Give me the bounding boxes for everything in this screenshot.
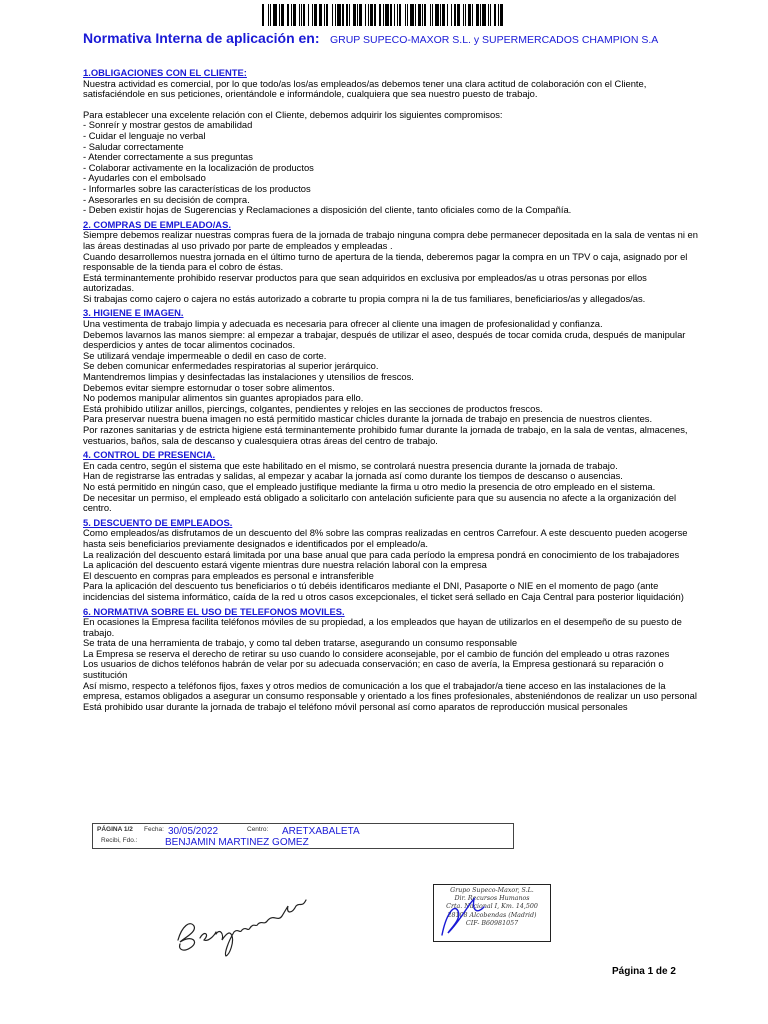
- barcode-bar: [472, 4, 473, 26]
- section-paragraph: Se trata de una herramienta de trabajo, y como tal deben tratarse, asegurando un consumo responsable: [83, 637, 518, 649]
- section-title: 4. CONTROL DE PRESENCIA.: [83, 449, 216, 461]
- company-stamp: [433, 884, 551, 942]
- section-paragraph: Para establecer una excelente relación con el Cliente, debemos adquirir los siguientes compromisos:: [83, 108, 503, 120]
- section-paragraph: - Asesorarles en su decisión de compra.: [83, 193, 250, 205]
- section-paragraph: Debemos lavarnos las manos siempre: al empezar a trabajar, después de utilizar el aseo, después de tocar comida cruda, después de manipular desperdicios y antes de tocar alimentos cocinados.: [83, 328, 686, 351]
- stamp-line: CIF- B60981057: [465, 919, 519, 927]
- barcode-bar: [385, 4, 388, 26]
- barcode-bar: [357, 4, 358, 26]
- section-paragraph: La aplicación del descuento estará vigente mientras dure nuestra relación laboral con la empresa: [83, 559, 487, 571]
- barcode-bar: [279, 4, 280, 26]
- section-paragraph: - Colaborar activamente en la localización de productos: [83, 161, 314, 173]
- receipt-box: [92, 823, 514, 849]
- barcode-bar: [454, 4, 456, 26]
- section-paragraph: Se deben comunicar enfermedades respiratorias al superior jerárquico.: [83, 360, 379, 372]
- barcode-bar: [500, 4, 502, 26]
- barcode-bar: [424, 4, 426, 26]
- barcode-bar: [482, 4, 485, 26]
- section-paragraph: No está permitido en ningún caso, que el empleado justifique mediante la firma u otro medio la presencia de otro empleado en el sistema.: [83, 480, 656, 492]
- barcode-bar: [490, 4, 491, 26]
- handwritten-signature: [170, 882, 315, 962]
- barcode-bar: [359, 4, 362, 26]
- section-paragraph: - Deben existir hojas de Sugerencias y Reclamaciones a disposición del cliente, tanto oficiales como de la Compañía.: [83, 204, 572, 216]
- barcode-bar: [435, 4, 438, 26]
- document-title: Normativa Interna de aplicación en:: [83, 30, 320, 46]
- barcode: [262, 4, 504, 26]
- recibi-label: Recibi, Fdo.:: [101, 837, 138, 844]
- section-title: 5. DESCUENTO DE EMPLEADOS.: [83, 516, 233, 528]
- barcode-bar: [405, 4, 406, 26]
- barcode-bar: [410, 4, 413, 26]
- barcode-bar: [303, 4, 305, 26]
- page-number: Página 1 de 2: [612, 966, 676, 977]
- barcode-bar: [394, 4, 395, 26]
- section-paragraph: Por razones sanitarias y de estricta higiene está terminantemente prohibido fumar durante la jornada de trabajo, en la sala de ventas, almacenes, vestuarios, baños, sala de descanso y cualesquiera otras áreas del centro de trabajo.: [83, 424, 688, 446]
- barcode-bar: [465, 4, 466, 26]
- barcode-bar: [397, 4, 398, 26]
- barcode-bar: [430, 4, 431, 26]
- barcode-bar: [291, 4, 292, 26]
- barcode-bar: [498, 4, 499, 26]
- section-3: [83, 308, 698, 446]
- fecha-label: Fecha:: [144, 826, 164, 833]
- centro-label: Centro:: [247, 826, 269, 833]
- barcode-bar: [383, 4, 384, 26]
- section-6: [83, 607, 698, 713]
- section-paragraph: No podemos manipular alimentos sin guantes apropiados para ello.: [83, 392, 364, 404]
- page-label: PÁGINA 1/2: [97, 826, 133, 833]
- section-paragraph: Se utilizará vendaje impermeable o dedil en caso de corte.: [83, 349, 327, 361]
- centro-value: ARETXABALETA: [282, 826, 360, 837]
- barcode-bar: [422, 4, 423, 26]
- section-paragraph: Si trabajas como cajero o cajera no estás autorizado a cobrarte tu propia compra ni la de tus familiares, beneficiarios/as y allegados/as.: [83, 292, 646, 304]
- section-paragraph: - Ayudarles con el embolsado: [83, 172, 206, 184]
- barcode-bar: [370, 4, 372, 26]
- barcode-bar: [463, 4, 464, 26]
- section-paragraph: Está prohibido utilizar anillos, piercings, colgantes, pendientes y relojes en las secciones de productos frescos.: [83, 402, 543, 414]
- section-paragraph: - Sonreír y mostrar gestos de amabilidad: [83, 119, 253, 131]
- section-title: 3. HIGIENE E IMAGEN.: [83, 307, 184, 319]
- barcode-bar: [440, 4, 441, 26]
- barcode-bar: [332, 4, 333, 26]
- section-title: 2. COMPRAS DE EMPLEADO/AS.: [83, 218, 231, 230]
- barcode-bar: [342, 4, 344, 26]
- barcode-bar: [457, 4, 460, 26]
- section-paragraph: - Saludar correctamente: [83, 140, 184, 152]
- recibi-value: BENJAMIN MARTINEZ GOMEZ: [165, 837, 309, 848]
- barcode-bar: [476, 4, 478, 26]
- barcode-bar: [447, 4, 448, 26]
- barcode-bar: [335, 4, 336, 26]
- section-title: 6. NORMATIVA SOBRE EL USO DE TELEFONOS MOVILES.: [83, 605, 345, 617]
- section-5: [83, 518, 698, 603]
- section-2: [83, 220, 698, 305]
- barcode-bar: [365, 4, 366, 26]
- section-paragraph: Una vestimenta de trabajo limpia y adecuada es necesaria para ofrecer al cliente una imagen de profesionalidad y confianza.: [83, 318, 603, 330]
- section-paragraph: Debemos evitar siempre estornudar o toser sobre alimentos.: [83, 381, 335, 393]
- barcode-bar: [312, 4, 313, 26]
- section-paragraph: En cada centro, según el sistema que este habilitado en el mismo, se controlará nuestra presencia durante la jornada de trabajo.: [83, 459, 618, 471]
- regulation-body: [83, 68, 698, 716]
- section-paragraph: Está terminantemente prohibido reservar productos para que sean adquiridos en exclusiva por empleados/as u otras personas por ellos autorizadas.: [83, 271, 647, 294]
- stamp-line: Dir. Recursos Humanos: [454, 895, 530, 903]
- barcode-bar: [299, 4, 300, 26]
- section-4: [83, 450, 698, 514]
- barcode-bar: [273, 4, 276, 26]
- barcode-bar: [368, 4, 369, 26]
- barcode-bar: [346, 4, 347, 26]
- section-paragraph: La realización del descuento estará limitada por una base anual que para cada período la empresa pondrá en conocimiento de los trabajadores: [83, 548, 680, 560]
- section-paragraph: Siempre debemos realizar nuestras compras fuera de la jornada de trabajo ninguna compra debe permanecer depositada en la sala de ventas ni en las áreas destinadas al uso privado por parte de empleados y empleadas .: [83, 229, 698, 251]
- company-name: GRUP SUPECO-MAXOR S.L. y SUPERMERCADOS CHAMPION S.A: [329, 34, 659, 46]
- section-paragraph: Los usuarios de dichos teléfonos habrán de velar por su adecuada conservación; en caso de avería, la Empresa gestionará su reparación o sustitución: [83, 658, 664, 681]
- section-paragraph: - Cuidar el lenguaje no verbal: [83, 129, 206, 141]
- barcode-bar: [308, 4, 309, 26]
- barcode-bar: [432, 4, 433, 26]
- section-paragraph: - Informarles sobre las características de los productos: [83, 182, 311, 194]
- barcode-bar: [374, 4, 376, 26]
- barcode-bar: [415, 4, 416, 26]
- barcode-bar: [390, 4, 392, 26]
- barcode-bar: [468, 4, 470, 26]
- barcode-bar: [314, 4, 316, 26]
- barcode-bar: [488, 4, 489, 26]
- section-paragraph: Para la aplicación del descuento tus beneficiarios o tú debéis identificaros mediante el DNI, Pasaporte o NIE en el momento de pago (ante incidencias del sistema informático, caída de la red u otros casos excepcionales, el ticket será sellado en Caja Central para posterior liquidación): [83, 580, 684, 602]
- stamp-line: Crta. Nacional I, Km. 14,500: [446, 903, 538, 911]
- barcode-bar: [353, 4, 355, 26]
- barcode-bar: [287, 4, 289, 26]
- section-paragraph: Está prohibido usar durante la jornada de trabajo el teléfono móvil personal así como aparatos de reproducción musical personales: [83, 700, 628, 712]
- barcode-bar: [480, 4, 481, 26]
- barcode-bar: [293, 4, 296, 26]
- fecha-value: 30/05/2022: [168, 826, 219, 837]
- section-paragraph: Cuando desarrollemos nuestra jornada en el último turno de apertura de la tienda, deberemos pagar la compra en un TPV o caja, asignado por el responsable de la tienda para el cobro de éstas.: [83, 250, 688, 273]
- section-1: [83, 68, 698, 216]
- section-paragraph: Han de registrarse las entradas y salidas, al empezar y acabar la jornada así como durante los tiempos de descanso o ausencias.: [83, 470, 623, 482]
- barcode-bar: [451, 4, 452, 26]
- section-paragraph: Mantendremos limpias y desinfectadas las instalaciones y utensilios de frescos.: [83, 371, 414, 383]
- barcode-bar: [301, 4, 302, 26]
- barcode-bar: [399, 4, 401, 26]
- barcode-bar: [418, 4, 420, 26]
- barcode-bar: [319, 4, 322, 26]
- barcode-bar: [326, 4, 328, 26]
- barcode-bar: [349, 4, 350, 26]
- barcode-bar: [407, 4, 408, 26]
- barcode-bar: [270, 4, 271, 26]
- barcode-bar: [442, 4, 444, 26]
- section-paragraph: El descuento en compras para empleados es personal e intransferible: [83, 569, 374, 581]
- section-paragraph: Nuestra actividad es comercial, por lo que todo/as los/as empleados/as debemos tener una clara actitud de colaboración con el Cliente, satisfaciéndole en sus peticiones, orientándole e informándole, cualquiera que sea nuestro puesto de trabajo.: [83, 77, 647, 100]
- section-paragraph: En ocasiones la Empresa facilita teléfonos móviles de su propiedad, a los empleados que hayan de utilizarlos en el desempeño de su puesto de trabajo.: [83, 616, 682, 638]
- stamp-line: Grupo Supeco-Maxor, S.L.: [450, 887, 534, 894]
- section-paragraph: Así mismo, respecto a teléfonos fijos, faxes y otros medios de comunicación a los que el trabajador/a tiene acceso en las instalaciones de la empresa, estamos obligados a asegurar un consumo responsable y orientado a los fines profesionales, absteniéndonos de realizar un uso personal: [83, 679, 697, 702]
- barcode-bar: [337, 4, 340, 26]
- barcode-bar: [268, 4, 269, 26]
- barcode-bar: [494, 4, 496, 26]
- section-paragraph: Para preservar nuestra buena imagen no está permitido masticar chicles durante la jornada de trabajo en presencia de nuestros clientes.: [83, 413, 653, 425]
- section-paragraph: La Empresa se reserva el derecho de retirar su uso cuando lo considere aconsejable, por el cambio de función del empleado u otras razones: [83, 647, 670, 659]
- barcode-bar: [324, 4, 325, 26]
- section-title: 1.OBLIGACIONES CON EL CLIENTE:: [83, 67, 247, 78]
- section-paragraph: De necesitar un permiso, el empleado está obligado a solicitarlo con antelación suficiente para que su ausencia no afecte a la organización del centro.: [83, 491, 677, 514]
- section-paragraph: Como empleados/as disfrutamos de un descuento del 8% sobre las compras realizadas en centros Carrefour. A este descuento pueden acogerse hasta seis beneficiarios previamente designados e identificados por el empleado/a.: [83, 527, 688, 549]
- barcode-bar: [281, 4, 283, 26]
- stamp-line: 28108 Alcobendas (Madrid): [447, 911, 537, 919]
- document-header: [83, 30, 723, 48]
- section-paragraph: - Atender correctamente a sus preguntas: [83, 151, 253, 163]
- barcode-bar: [379, 4, 380, 26]
- barcode-bar: [262, 4, 264, 26]
- stamp-signature-overlay: [434, 885, 550, 941]
